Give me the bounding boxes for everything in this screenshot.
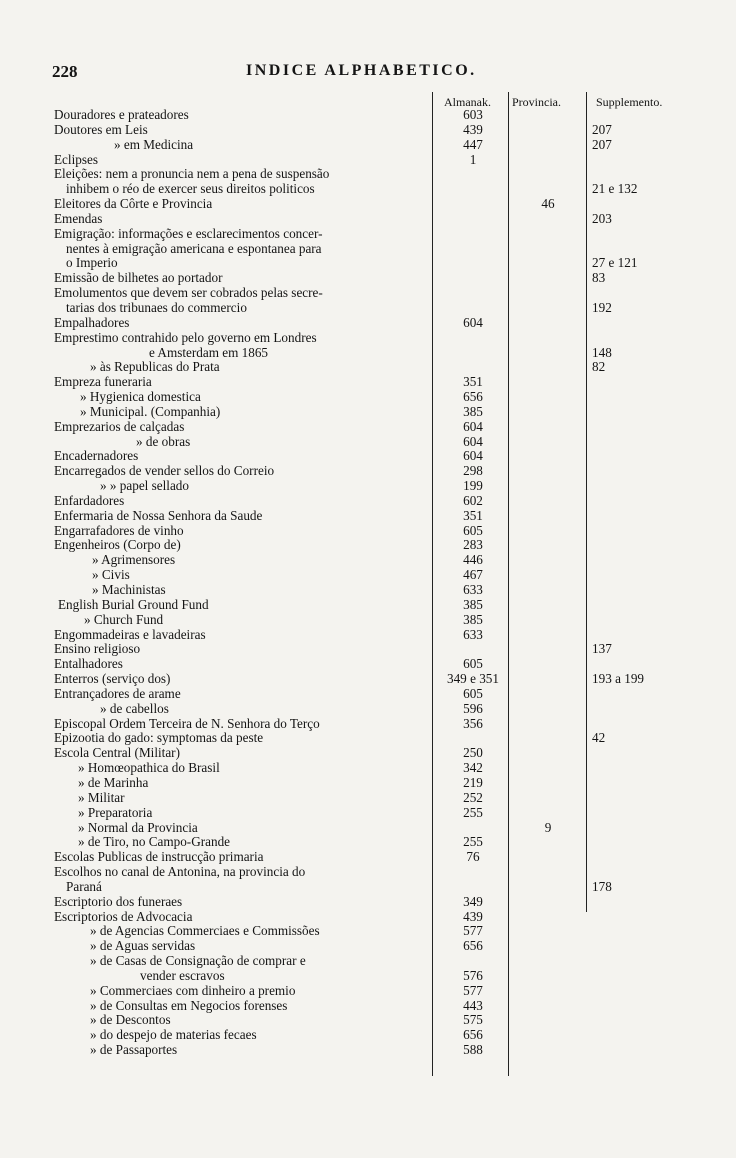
table-row xyxy=(0,1043,736,1058)
table-row xyxy=(0,1013,736,1028)
entry-label: Escolhos no canal de Antonina, na provincia do xyxy=(54,864,306,880)
table-row xyxy=(0,568,736,583)
almanak-page: 439 xyxy=(463,908,483,924)
table-row xyxy=(0,865,736,880)
entry-label: » Normal da Provincia xyxy=(78,819,198,835)
entry-label: » Commerciaes com dinheiro a premio xyxy=(90,982,296,998)
table-row xyxy=(0,835,736,850)
provincia-page: 9 xyxy=(544,819,552,835)
entry-label: Eleitores da Côrte e Provincia xyxy=(54,196,213,212)
almanak-page: 250 xyxy=(463,745,483,761)
entry-label: Emissão de bilhetes ao portador xyxy=(54,270,223,286)
almanak-page: 633 xyxy=(463,582,483,597)
entry-label: » Church Fund xyxy=(84,611,164,627)
table-row xyxy=(0,731,736,746)
entry-label: Enfardadores xyxy=(54,492,125,508)
almanak-page: 349 xyxy=(463,893,483,909)
entry-label: inhibem o réo de exercer seus direitos politicos xyxy=(66,181,315,197)
entry-label: Douradores e prateadores xyxy=(54,107,189,122)
index-table xyxy=(0,108,736,1058)
table-row xyxy=(0,182,736,197)
table-row xyxy=(0,494,736,509)
almanak-page: 605 xyxy=(463,656,483,672)
table-row xyxy=(0,405,736,420)
entry-label: Escriptorios de Advocacia xyxy=(54,908,193,924)
table-row xyxy=(0,375,736,390)
entry-label: English Burial Ground Fund xyxy=(58,596,209,612)
almanak-page: 604 xyxy=(463,433,483,449)
table-row xyxy=(0,746,736,761)
entry-label: Emprestimo contrahido pelo governo em Londres xyxy=(54,329,317,345)
table-row xyxy=(0,761,736,776)
table-row xyxy=(0,702,736,717)
table-row xyxy=(0,687,736,702)
page-number: 228 xyxy=(52,62,78,81)
table-row xyxy=(0,672,736,687)
almanak-page: 656 xyxy=(463,1027,483,1043)
entry-label: o Imperio xyxy=(66,255,118,271)
almanak-page: 576 xyxy=(463,967,483,983)
table-row xyxy=(0,717,736,732)
entry-label: » de Agencias Commerciaes e Commissões xyxy=(90,923,320,939)
almanak-page: 439 xyxy=(463,121,483,137)
supplemento-page: 192 xyxy=(592,299,612,315)
table-row xyxy=(0,910,736,925)
entry-label: Escolas Publicas de instrucção primaria xyxy=(54,849,264,865)
entry-label: » » papel sellado xyxy=(100,478,189,494)
table-row xyxy=(0,954,736,969)
entry-label: vender escravos xyxy=(140,967,225,983)
table-row xyxy=(0,256,736,271)
table-row xyxy=(0,969,736,984)
almanak-page: 342 xyxy=(463,760,483,776)
supplemento-page: 82 xyxy=(592,359,606,375)
entry-label: Escola Central (Militar) xyxy=(54,745,180,761)
supplemento-page: 193 a 199 xyxy=(592,671,645,687)
table-row xyxy=(0,999,736,1014)
table-row xyxy=(0,538,736,553)
almanak-page: 603 xyxy=(463,107,483,122)
almanak-page: 656 xyxy=(463,938,483,954)
entry-label: Epizootia do gado: symptomas da peste xyxy=(54,730,264,746)
entry-label: » Homœopathica do Brasil xyxy=(78,760,220,776)
supplemento-page: 207 xyxy=(592,136,612,152)
entry-label: Doutores em Leis xyxy=(54,121,148,137)
table-row xyxy=(0,271,736,286)
entry-label: Entalhadores xyxy=(54,656,123,672)
table-row xyxy=(0,880,736,895)
table-row xyxy=(0,138,736,153)
supplemento-page: 148 xyxy=(592,344,612,360)
page-title: INDICE ALPHABETICO. xyxy=(246,62,477,79)
table-row xyxy=(0,509,736,524)
entry-label: Engommadeiras e lavadeiras xyxy=(54,626,206,642)
table-row xyxy=(0,924,736,939)
entry-label: Eclipses xyxy=(54,151,98,167)
almanak-page: 385 xyxy=(463,403,483,419)
supplemento-page: 178 xyxy=(592,878,612,894)
table-row xyxy=(0,464,736,479)
almanak-page: 298 xyxy=(463,463,483,479)
almanak-page: 252 xyxy=(463,789,483,805)
entry-label: » Hygienica domestica xyxy=(80,389,201,405)
entry-label: » de obras xyxy=(136,433,191,449)
almanak-page: 596 xyxy=(463,700,483,716)
entry-label: » do despejo de materias fecaes xyxy=(90,1027,257,1043)
almanak-page: 351 xyxy=(463,374,483,390)
table-row xyxy=(0,479,736,494)
entry-label: Enterros (serviço dos) xyxy=(54,671,171,687)
table-row xyxy=(0,553,736,568)
almanak-page: 349 e 351 xyxy=(446,671,499,687)
table-row xyxy=(0,850,736,865)
almanak-page: 467 xyxy=(463,567,483,583)
almanak-page: 588 xyxy=(463,1042,483,1058)
almanak-page: 255 xyxy=(463,834,483,850)
almanak-page: 255 xyxy=(463,804,483,820)
entry-label: » de Tiro, no Campo-Grande xyxy=(78,834,231,850)
entry-label: Eleições: nem a pronuncia nem a pena de suspensão xyxy=(54,166,330,182)
entry-label: Paraná xyxy=(66,878,102,894)
entry-label: » de Consultas em Negocios forenses xyxy=(90,997,288,1013)
table-row xyxy=(0,895,736,910)
almanak-page: 385 xyxy=(463,611,483,627)
table-row xyxy=(0,153,736,168)
table-row xyxy=(0,449,736,464)
table-row xyxy=(0,806,736,821)
table-row xyxy=(0,227,736,242)
almanak-page: 356 xyxy=(463,715,483,731)
entry-label: » de Casas de Consignação de comprar e xyxy=(90,953,306,969)
supplemento-page: 21 e 132 xyxy=(592,181,638,197)
supplemento-page: 203 xyxy=(592,210,612,226)
provincia-page: 46 xyxy=(541,196,555,212)
table-row xyxy=(0,821,736,836)
supplemento-page: 137 xyxy=(592,641,612,657)
almanak-page: 604 xyxy=(463,314,483,330)
almanak-page: 76 xyxy=(466,849,480,865)
almanak-page: 447 xyxy=(463,136,483,152)
table-row xyxy=(0,286,736,301)
almanak-page: 446 xyxy=(463,552,483,568)
almanak-page: 219 xyxy=(463,774,483,790)
almanak-page: 577 xyxy=(463,923,483,939)
table-row xyxy=(0,316,736,331)
entry-label: » de Aguas servidas xyxy=(90,938,196,954)
entry-label: Entrançadores de arame xyxy=(54,685,181,701)
almanak-page: 575 xyxy=(463,1012,483,1028)
entry-label: » Militar xyxy=(78,789,125,805)
entry-label: » Preparatoria xyxy=(78,804,153,820)
table-row xyxy=(0,331,736,346)
table-row xyxy=(0,212,736,227)
column-header-almanak: Almanak. xyxy=(444,95,491,109)
table-row xyxy=(0,598,736,613)
entry-label: Engenheiros (Corpo de) xyxy=(54,537,181,553)
almanak-page: 604 xyxy=(463,418,483,434)
almanak-page: 656 xyxy=(463,389,483,405)
table-row xyxy=(0,524,736,539)
entry-label: Encadernadores xyxy=(54,448,139,464)
almanak-page: 577 xyxy=(463,982,483,998)
column-header-provincia: Provincia. xyxy=(512,95,561,109)
entry-label: nentes à emigração americana e espontanea para xyxy=(66,240,322,256)
table-row xyxy=(0,613,736,628)
almanak-page: 283 xyxy=(463,537,483,553)
entry-label: » às Republicas do Prata xyxy=(90,359,220,375)
supplemento-page: 83 xyxy=(592,270,606,286)
almanak-page: 1 xyxy=(469,151,477,167)
table-row xyxy=(0,642,736,657)
entry-label: Emendas xyxy=(54,210,103,226)
column-header-supplemento: Supplemento. xyxy=(596,95,663,109)
table-row xyxy=(0,420,736,435)
supplemento-page: 42 xyxy=(592,730,606,746)
almanak-page: 199 xyxy=(463,478,483,494)
table-row xyxy=(0,657,736,672)
table-row xyxy=(0,108,736,123)
entry-label: Engarrafadores de vinho xyxy=(54,522,184,538)
table-row xyxy=(0,939,736,954)
almanak-page: 385 xyxy=(463,596,483,612)
almanak-page: 443 xyxy=(463,997,483,1013)
entry-label: Emigração: informações e esclarecimentos concer- xyxy=(54,225,323,241)
entry-label: » Municipal. (Companhia) xyxy=(80,403,221,419)
table-row xyxy=(0,346,736,361)
table-row xyxy=(0,1028,736,1043)
table-row xyxy=(0,583,736,598)
table-row xyxy=(0,242,736,257)
entry-label: » de Passaportes xyxy=(90,1042,178,1058)
entry-label: » de Descontos xyxy=(90,1012,171,1028)
almanak-page: 605 xyxy=(463,522,483,538)
entry-label: » Civis xyxy=(92,567,130,583)
table-row xyxy=(0,390,736,405)
table-row xyxy=(0,791,736,806)
entry-label: Emprezarios de calçadas xyxy=(54,418,185,434)
supplemento-page: 27 e 121 xyxy=(592,255,638,271)
entry-label: Empalhadores xyxy=(54,314,130,330)
almanak-page: 351 xyxy=(463,507,483,523)
table-row xyxy=(0,301,736,316)
almanak-page: 633 xyxy=(463,626,483,642)
table-row xyxy=(0,776,736,791)
table-row xyxy=(0,360,736,375)
entry-label: » Machinistas xyxy=(92,582,166,597)
table-row xyxy=(0,435,736,450)
entry-label: Emolumentos que devem ser cobrados pelas secre- xyxy=(54,285,323,301)
table-row xyxy=(0,167,736,182)
entry-label: tarias dos tribunaes do commercio xyxy=(66,299,247,315)
entry-label: Ensino religioso xyxy=(54,641,141,657)
table-row xyxy=(0,123,736,138)
entry-label: » de cabellos xyxy=(100,700,169,716)
almanak-page: 604 xyxy=(463,448,483,464)
table-row xyxy=(0,197,736,212)
entry-label: » em Medicina xyxy=(114,136,194,152)
table-row xyxy=(0,628,736,643)
entry-label: » de Marinha xyxy=(78,774,149,790)
entry-label: » Agrimensores xyxy=(92,552,176,568)
entry-label: Empreza funeraria xyxy=(54,374,152,390)
entry-label: Enfermaria de Nossa Senhora da Saude xyxy=(54,507,263,523)
entry-label: Escriptorio dos funeraes xyxy=(54,893,183,909)
supplemento-page: 207 xyxy=(592,121,612,137)
entry-label: Episcopal Ordem Terceira de N. Senhora do Terço xyxy=(54,715,320,731)
almanak-page: 602 xyxy=(463,492,483,508)
almanak-page: 605 xyxy=(463,685,483,701)
entry-label: e Amsterdam em 1865 xyxy=(149,344,269,360)
entry-label: Encarregados de vender sellos do Correio xyxy=(54,463,275,479)
table-row xyxy=(0,984,736,999)
